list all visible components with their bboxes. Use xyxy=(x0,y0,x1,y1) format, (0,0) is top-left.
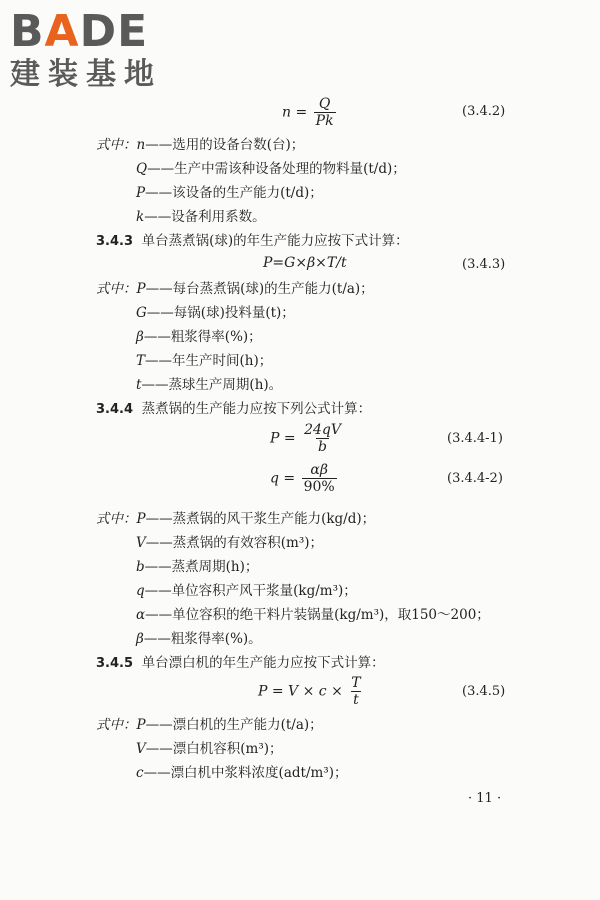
fraction xyxy=(302,462,337,495)
equation-lhs: q = xyxy=(270,470,296,487)
definition-line: c——漂白机中浆料浓度(adt/m³)； xyxy=(136,765,348,781)
definition-line: β——粗浆得率(%)； xyxy=(136,329,262,345)
equation-lhs: n = xyxy=(282,104,308,121)
definition-line: q——单位容积产风干浆量(kg/m³)； xyxy=(136,583,357,599)
definition-line: P——该设备的生产能力(t/d)； xyxy=(136,185,323,201)
definition-line: 式中：P——每台蒸煮锅(球)的生产能力(t/a)； xyxy=(96,281,374,297)
logo-accent-letter: A xyxy=(44,6,80,57)
definition-line: k——设备利用系数。 xyxy=(136,209,266,225)
logo-subtitle: 建装基地 xyxy=(10,57,162,92)
fraction-numerator: T xyxy=(351,675,361,691)
fraction-denominator: t xyxy=(353,692,359,708)
fraction-numerator: Q xyxy=(318,96,331,112)
definition-line: V——蒸煮锅的有效容积(m³)； xyxy=(136,535,323,551)
logo-wordmark xyxy=(10,8,162,56)
equation-3-4-3: P=G×β×T/t xyxy=(263,255,347,271)
logo-letters: DE xyxy=(79,6,149,57)
definition-line: 式中：P——漂白机的生产能力(t/a)； xyxy=(96,717,323,733)
definition-line: Q——生产中需该种设备处理的物料量(t/d)； xyxy=(136,161,406,177)
definition-line: α——单位容积的绝干料片装锅量(kg/m³)，取150～200； xyxy=(136,607,490,623)
fraction-denominator: b xyxy=(318,439,327,455)
brand-logo xyxy=(10,8,162,92)
equation-number: (3.4.4-2) xyxy=(447,471,503,486)
section-heading-3-4-3: 3.4.3 单台蒸煮锅(球)的年生产能力应按下式计算： xyxy=(96,233,409,249)
definition-line: T——年生产时间(h)； xyxy=(136,353,273,369)
section-heading-3-4-4: 3.4.4 蒸煮锅的生产能力应按下列公式计算： xyxy=(96,401,372,417)
definition-line: β——粗浆得率(%)。 xyxy=(136,631,262,647)
equation-3-4-5 xyxy=(258,675,365,708)
fraction-numerator: αβ xyxy=(310,462,328,478)
fraction-denominator: 90% xyxy=(303,479,335,495)
equation-number: (3.4.2) xyxy=(462,104,506,119)
section-heading-3-4-5: 3.4.5 单台漂白机的年生产能力应按下式计算： xyxy=(96,655,385,671)
fraction xyxy=(314,96,336,129)
fraction-denominator: Pk xyxy=(315,113,334,129)
definition-line: t——蒸球生产周期(h)。 xyxy=(136,377,283,393)
equation-3-4-2 xyxy=(282,96,338,129)
equation-3-4-4-2 xyxy=(270,462,339,495)
definition-line: 式中：P——蒸煮锅的风干浆生产能力(kg/d)； xyxy=(96,511,376,527)
page-number: · 11 · xyxy=(468,791,502,806)
definition-line: 式中：n——选用的设备台数(台)； xyxy=(96,137,305,153)
equation-number: (3.4.3) xyxy=(462,257,506,272)
fraction xyxy=(302,422,343,455)
fraction xyxy=(349,675,362,708)
definition-line: V——漂白机容积(m³)； xyxy=(136,741,283,757)
equation-number: (3.4.5) xyxy=(462,684,506,699)
equation-lhs: P = xyxy=(270,430,296,447)
logo-letters: B xyxy=(10,6,45,57)
equation-3-4-4-1 xyxy=(270,422,345,455)
definition-line: b——蒸煮周期(h)； xyxy=(136,559,259,575)
equation-number: (3.4.4-1) xyxy=(447,431,503,446)
fraction-numerator: 24qV xyxy=(304,422,341,438)
definition-line: G——每锅(球)投料量(t)； xyxy=(136,305,295,321)
equation-lhs: P = V × c × xyxy=(258,683,343,700)
